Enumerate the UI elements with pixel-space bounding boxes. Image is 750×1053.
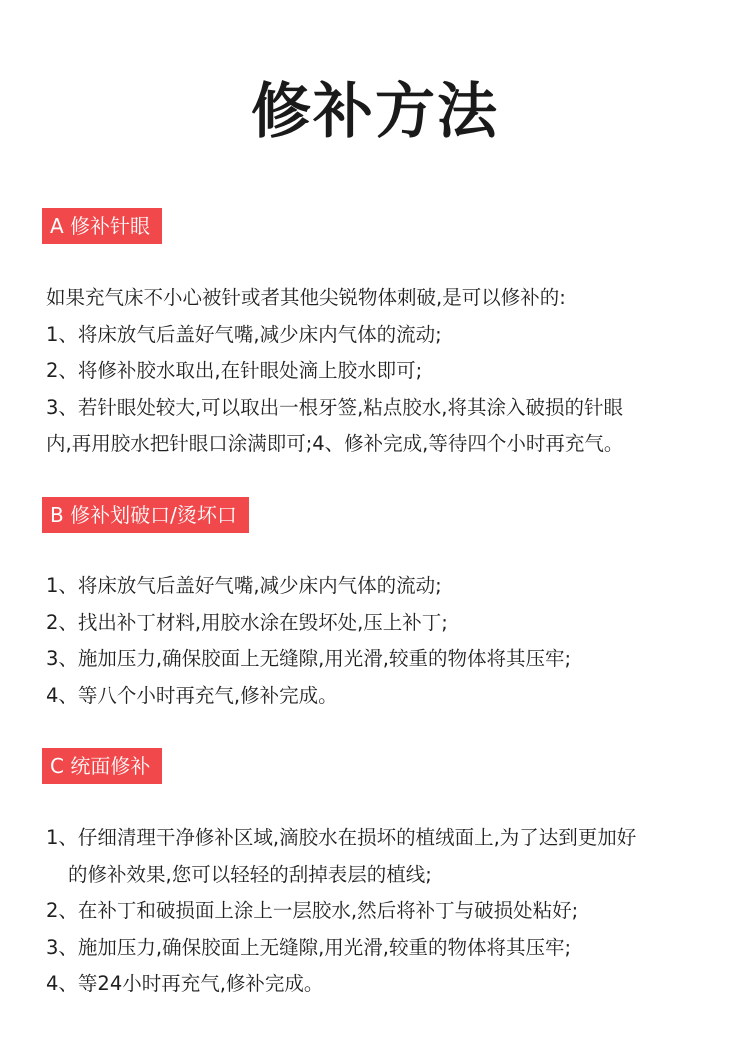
- section-c-line: 的修补效果,您可以轻轻的刮掉表层的植线;: [68, 862, 432, 886]
- section-header-c: C 统面修补: [42, 748, 162, 784]
- section-b-line: 4、等八个小时再充气,修补完成。: [46, 683, 338, 707]
- section-b-line: 3、施加压力,确保胶面上无缝隙,用光滑,较重的物体将其压牢;: [46, 647, 572, 670]
- section-a-line: 如果充气床不小心被针或者其他尖锐物体刺破,是可以修补的:: [46, 286, 566, 309]
- section-a-line: 3、若针眼处较大,可以取出一根牙签,粘点胶水,将其涂入破损的针眼: [46, 395, 624, 419]
- section-a-line: 内,再用胶水把针眼口涂满即可;4、修补完成,等待四个小时再充气。: [46, 432, 624, 455]
- section-header-a: A 修补针眼: [42, 208, 162, 244]
- section-a-line: 1、将床放气后盖好气嘴,减少床内气体的流动;: [46, 322, 442, 346]
- section-body-a: [46, 280, 726, 463]
- section-body-c: [46, 820, 726, 1003]
- section-c-line: 4、等24小时再充气,修补完成。: [46, 972, 324, 995]
- section-body-b: [46, 568, 726, 714]
- page-title: 修补方法: [251, 77, 499, 147]
- section-c-line: 3、施加压力,确保胶面上无缝隙,用光滑,较重的物体将其压牢;: [46, 935, 572, 959]
- section-b-line: 2、找出补丁材料,用胶水涂在毁坏处,压上补丁;: [46, 610, 448, 634]
- section-c-line: 1、仔细清理干净修补区域,滴胶水在损坏的植绒面上,为了达到更加好: [46, 826, 637, 849]
- section-a-line: 2、将修补胶水取出,在针眼处滴上胶水即可;: [46, 359, 423, 382]
- section-c-line: 2、在补丁和破损面上涂上一层胶水,然后将补丁与破损处粘好;: [46, 899, 579, 922]
- section-b-line: 1、将床放气后盖好气嘴,减少床内气体的流动;: [46, 574, 442, 597]
- section-header-b: B 修补划破口/烫坏口: [42, 497, 249, 533]
